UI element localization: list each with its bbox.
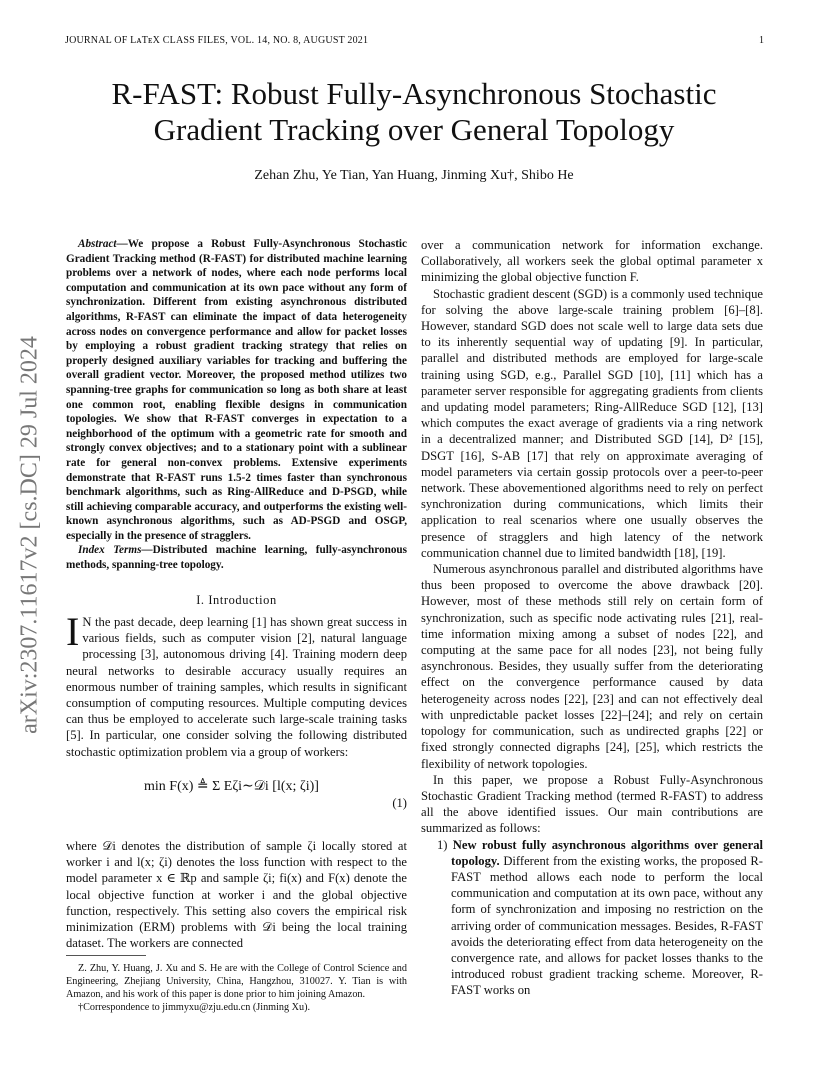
abstract-label: Abstract bbox=[78, 238, 117, 250]
contribution-list bbox=[421, 837, 763, 999]
right-paragraph-4: In this paper, we propose a Robust Fully-Asynchronous Stochastic Gradient Tracking method (termed R-FAST) to address all the above identified issues. Our main contributions are summarized as follows: bbox=[421, 772, 763, 836]
equation-number: (1) bbox=[392, 796, 407, 810]
after-equation-text: where 𝒟i denotes the distribution of sample ζi locally stored at worker i and l(x; ζi) denotes the loss function with respect to the model parameter x ∈ ℝp and sample ζi; fi(x) and F(x) denote the local objective function at worker i and the global objective function, respectively. This setting also covers the empirical risk minimization (ERM) problems with 𝒟i being the local training dataset. The workers are connected bbox=[66, 839, 407, 951]
paper-title bbox=[60, 76, 768, 148]
title-line-2: Gradient Tracking over General Topology bbox=[153, 112, 675, 147]
author-list: Zehan Zhu, Ye Tian, Yan Huang, Jinming Xu†, Shibo He bbox=[254, 168, 574, 183]
title-line-1: R-FAST: Robust Fully-Asynchronous Stochastic bbox=[111, 76, 717, 111]
item-heading: New robust fully asynchronous algorithms over general topology. bbox=[451, 837, 763, 868]
arxiv-stamp: arXiv:2307.11617v2 [cs.DC] 29 Jul 2024 bbox=[16, 336, 43, 734]
footnote-correspondence: †Correspondence to jimmyxu@zju.edu.cn (Jinming Xu). bbox=[78, 1002, 311, 1013]
equation-body: min F(x) ≜ Σ Eζi∼𝒟i [l(x; ζi)] bbox=[144, 779, 319, 794]
right-paragraph-2: Stochastic gradient descent (SGD) is a commonly used technique for solving the above large-scale training problem [6]–[8]. However, standard SGD does not scale well to large data sets due to its inherently sequential way of updating [9]. In particular, parallel and distributed methods are employed for large-scale training using SGD, e.g., Parallel SGD [10], [11] which has a parameter server responsible for aggregating gradients from clients and updating model parameters; Ring-AllReduce SGD [12], [13] which computes the exact average of gradients via a ring network in a decentralized manner; and Distributed SGD [14], D² [15], DSGT [16], S-AB [17] that rely on approximate averaging of model parameters via certain gossip protocols over a peer-to-peer network. These abovementioned algorithms need to rely on perfect synchronization during communications, which limits their application to real scenarios where one usually observes the presence of stragglers and high latency of the network communication channel due to limited bandwidth [18], [19]. bbox=[421, 286, 763, 560]
intro-text: N the past decade, deep learning [1] has shown great success in various fields, such as computer vision [2], natural language processing [3], autonomous driving [4]. Training modern deep neural networks to desirable accuracy usually requires an enormous number of training samples, which results in significant consumption of computing resources. Multiple computing devices can thus be employed to accelerate such large-scale training tasks [5]. In particular, one consider solving the following distributed stochastic optimization problem via a group of workers: bbox=[66, 615, 407, 759]
page-number: 1 bbox=[759, 35, 764, 46]
abstract-text: —We propose a Robust Fully-Asynchronous Stochastic Gradient Tracking method (R-FAST) for distributed machine learning problems over a network of nodes, where each node performs local computation and communication at its own pace without any form of synchronization. Different from existing asynchronous distributed algorithms, R-FAST can eliminate the impact of data heterogeneity across nodes on convergence performance and allow for packet losses by employing a robust gradient tracking strategy that relies on properly designed auxiliary variables for tracking and buffering the overall gradient vector. Moreover, the proposed method utilizes two spanning-tree graphs for communication so long as both share at least one common root, enabling flexible designs in communication topologies. We show that R-FAST converges in expectation to a neighborhood of the optimum with a geometric rate for smooth and strongly convex objectives; and to a stationary point with a sublinear rate for general non-convex problems. Extensive experiments demonstrate that R-FAST runs 1.5-2 times faster than synchronous benchmark algorithms, such as Ring-AllReduce and D-PSGD, while still achieving comparable accuracy, and outperforms the existing well-known asynchronous algorithms, such as AD-PSGD and OSGP, especially in the presence of stragglers. bbox=[66, 238, 407, 542]
footnote-affiliation: Z. Zhu, Y. Huang, J. Xu and S. He are with the College of Control Science and Engineering, Zhejiang University, China, Hangzhou, 310027. Y. Tian is with Amazon, and his work of this paper is done prior to him joining Amazon. bbox=[66, 963, 407, 1000]
item-number: 1) bbox=[437, 837, 448, 852]
right-column bbox=[421, 237, 763, 999]
right-paragraph-1: over a communication network for information exchange. Collaboratively, all workers seek the global optimal parameter x minimizing the global objective function F. bbox=[421, 238, 763, 285]
abstract bbox=[66, 237, 407, 543]
drop-cap: I bbox=[66, 609, 80, 654]
equation-1 bbox=[66, 778, 407, 830]
index-terms-text: —Distributed machine learning, fully-asynchronous methods, spanning-tree topology. bbox=[66, 544, 407, 571]
footnotes bbox=[66, 962, 407, 1014]
footnote-rule bbox=[66, 955, 146, 956]
right-paragraph-3: Numerous asynchronous parallel and distributed algorithms have thus been proposed to overcome the above drawback [20]. However, most of these methods still rely on certain form of synchronization, such as specific node activating rules [21], real-time information mixing among a subset of nodes [22], and computing at the same pace for all nodes [23], not being fully asynchronous. Besides, they usually suffer from the deteriorating effect on the convergence performance caused by data heterogeneity across nodes [22], [23] and can not effectively deal with unpredictable packet losses [22]–[24]; and rely on certain topology for communication, such as undirected graphs [22] or fixed strongly connected digraphs [24], [25], which restricts the flexibility of network topologies. bbox=[421, 562, 763, 771]
contribution-item-1 bbox=[421, 837, 763, 999]
item-text: Different from the existing works, the proposed R-FAST method allows each node to perform the local communication and computation at its own pace, without any form of synchronization and imposing no restriction on the arriving order of communication messages. Besides, R-FAST avoids the deteriorating effect from data heterogeneity on the convergence rate, and allows for packet losses thanks to the introduced robust gradient tracking scheme. Moreover, R-FAST works on bbox=[451, 853, 763, 998]
index-terms bbox=[66, 543, 407, 572]
intro-paragraph bbox=[66, 609, 407, 760]
index-terms-label: Index Terms bbox=[78, 544, 142, 556]
section-heading: I. Introduction bbox=[196, 593, 277, 607]
journal-header: JOURNAL OF LᴀTᴇX CLASS FILES, VOL. 14, NO. 8, AUGUST 2021 bbox=[65, 35, 369, 46]
after-equation-paragraph bbox=[66, 838, 407, 951]
